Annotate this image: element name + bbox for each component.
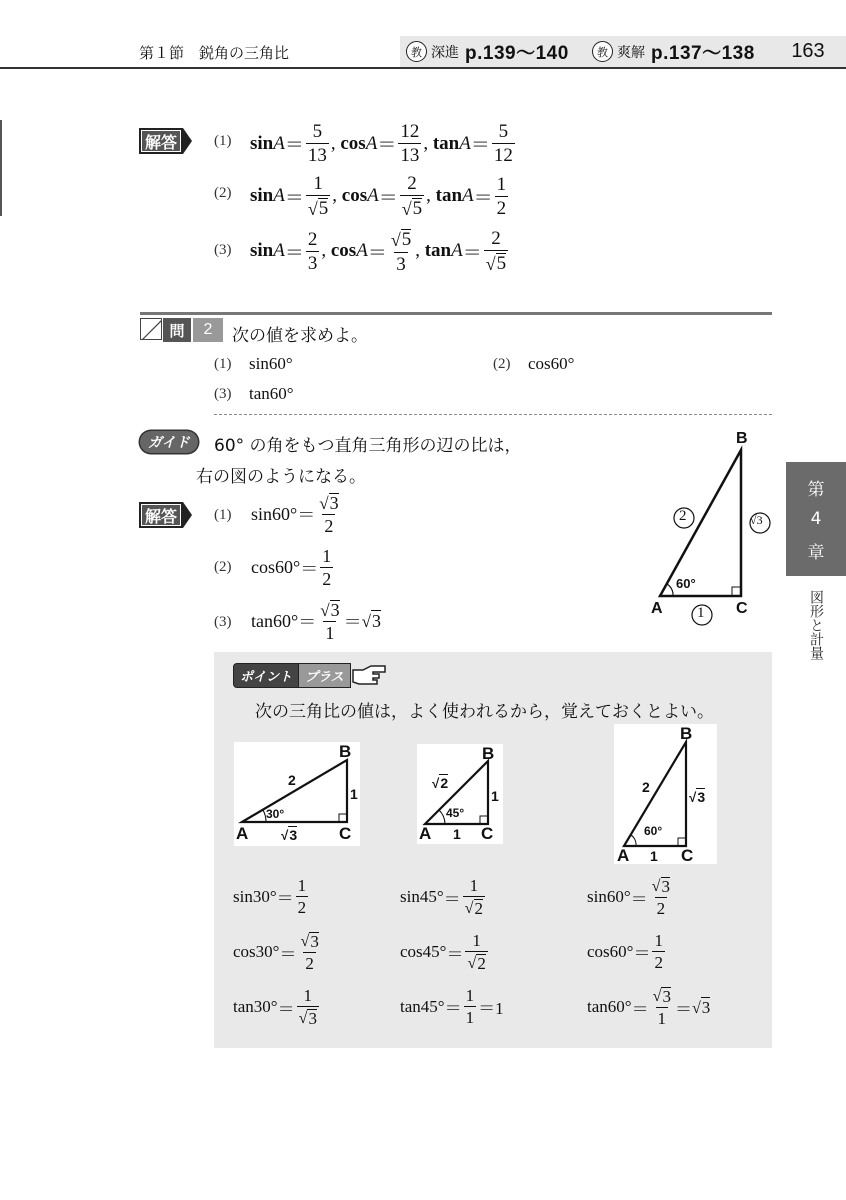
- problem-item-number: (3): [214, 386, 232, 402]
- answer-arrow-icon: [183, 502, 192, 528]
- answer-label-1: 解答: [139, 128, 192, 154]
- answer1-item-number: (3): [214, 242, 232, 258]
- formula-cos30: cos30° ＝ √ 3 2: [233, 932, 319, 974]
- formula-cos45: cos45° ＝ 1 √ 2: [400, 931, 486, 974]
- problem-label: 問: [163, 318, 191, 342]
- answer1-item-1: sin A ＝ $\frac{5}{13}$ , cos A ＝ $\frac{12}{13}$ , tan A ＝ $\frac{5}{12}$: [250, 121, 513, 166]
- section-title: 第１節 鋭角の三角比: [139, 44, 290, 62]
- reference-2-pages: p.137～138: [651, 43, 755, 64]
- reference-2-label: 爽解: [617, 44, 645, 61]
- pointing-hand-icon: [351, 664, 387, 686]
- reference-2: [586, 36, 776, 67]
- point-plus-label: ポイント プラス: [233, 664, 387, 686]
- answer-arrow-icon: [183, 128, 192, 154]
- side-hyp-label: 2: [679, 508, 687, 524]
- problem-item-1: sin60°: [249, 354, 293, 373]
- answer2-item-1: sin60° ＝ √ 3 2: [251, 493, 339, 536]
- triangle-60-panel: B A C 2 √ 3 1 60°: [614, 724, 717, 864]
- answer1-item-3: sin A ＝ $\frac{2}{3}$ , cos A ＝ √ 5 3 , tan A ＝ 2 √ 5: [250, 228, 507, 275]
- angle-arc: [667, 584, 673, 596]
- chapter-tab: 第 4 章: [786, 462, 846, 576]
- reference-1-label: 深進: [431, 44, 459, 61]
- answer1-item-number: (2): [214, 185, 232, 201]
- triangle-45-panel: B A C √ 2 1 1 45°: [417, 744, 503, 844]
- textbook-badge-icon: 教: [592, 41, 613, 62]
- dashed-divider: [214, 414, 772, 415]
- answer2-item-number: (3): [214, 614, 232, 630]
- problem-item-2: cos60°: [528, 354, 575, 373]
- reference-1-pages: p.139～140: [465, 43, 569, 64]
- side-adj-label: 1: [697, 605, 705, 621]
- triangle-60-figure: [645, 428, 775, 628]
- formula-tan30: tan30° ＝ 1 √ 3: [233, 986, 317, 1029]
- vertex-C: C: [736, 600, 748, 617]
- problem-item-number: (1): [214, 356, 232, 372]
- vertex-A: A: [651, 600, 663, 617]
- answer2-item-number: (1): [214, 507, 232, 523]
- answer2-item-3: tan60° ＝ √ 3 1 ＝ √ 3: [251, 600, 381, 643]
- checkbox-icon: [140, 318, 162, 340]
- answer1-item-number: (1): [214, 133, 232, 149]
- vertex-B: B: [736, 430, 748, 447]
- guide-line-1: 60° の角をもつ直角三角形の辺の比は，: [214, 436, 522, 456]
- chapter-title: 図形と計量: [808, 590, 824, 660]
- triangle-30-panel: B A C 2 1 √ 3 30°: [234, 742, 360, 846]
- header-divider: [0, 67, 846, 69]
- reference-1: [400, 36, 592, 67]
- triangle-shape: [660, 450, 741, 596]
- problem-item-3: tan60°: [249, 384, 294, 403]
- formula-cos60: cos60° ＝ $\frac{1}{2}$: [587, 931, 663, 972]
- problem-number: 2: [193, 318, 223, 342]
- angle-label: 60°: [676, 576, 696, 591]
- answer-label-2: 解答: [139, 502, 192, 528]
- answer2-item-2: cos60° ＝ $\frac{1}{2}$: [251, 546, 332, 589]
- guide-line-2: 右の図のようになる。: [196, 467, 366, 487]
- formula-tan60: tan60° ＝ √ 3 1 ＝ √ 3: [587, 987, 711, 1029]
- guide-label: ガイド: [140, 431, 198, 453]
- side-opp-label: √3: [750, 513, 763, 527]
- page-number: 163: [770, 36, 846, 67]
- point-plus-intro: 次の三角比の値は，よく使われるから，覚えておくとよい。: [255, 702, 714, 722]
- margin-bar: [0, 120, 2, 216]
- formula-sin45: sin45° ＝ 1 √ 2: [400, 876, 483, 919]
- formula-tan45: tan45° ＝ $\frac{1}{1}$ ＝1: [400, 986, 504, 1027]
- problem-item-number: (2): [493, 356, 511, 372]
- formula-sin60: sin60° ＝ √ 3 2: [587, 877, 670, 919]
- textbook-badge-icon: 教: [406, 41, 427, 62]
- problem-divider: [140, 312, 772, 315]
- answer1-item-2: sin A ＝ 1 √ 5 , cos A ＝ 2 √ 5 , tan A ＝ $\frac{1}{2}$: [250, 173, 507, 219]
- right-angle-mark: [732, 587, 741, 596]
- formula-sin30: sin30° ＝ $\frac{1}{2}$: [233, 876, 307, 917]
- problem-text: 次の値を求めよ。: [232, 326, 368, 346]
- answer2-item-number: (2): [214, 559, 232, 575]
